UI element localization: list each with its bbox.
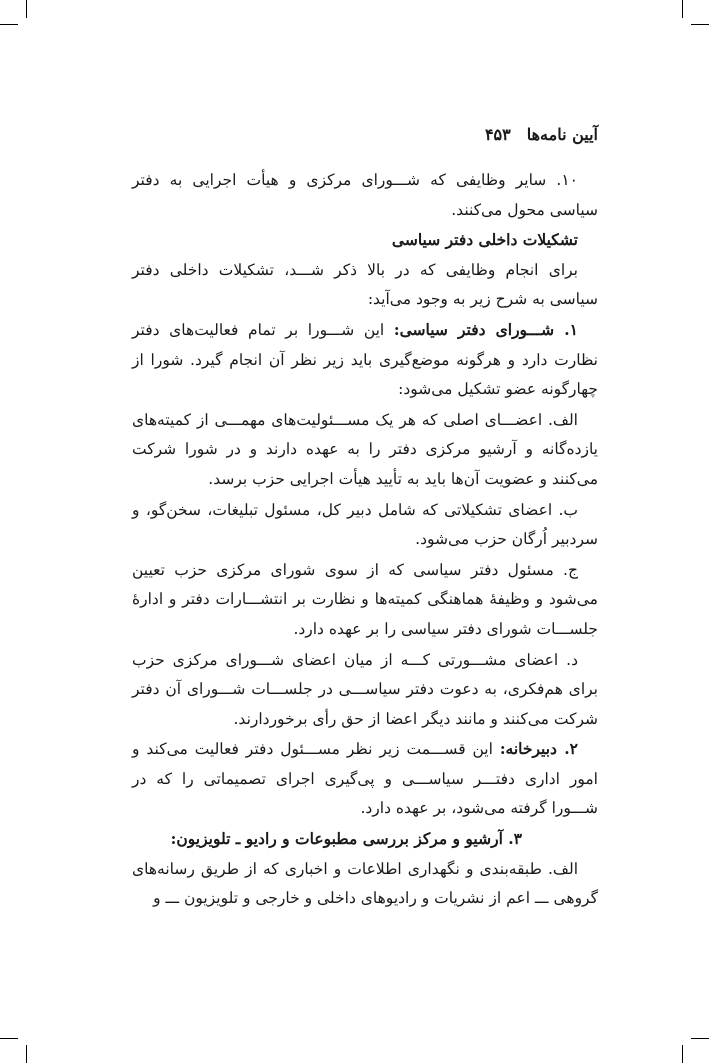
paragraph-item-10: ۱۰. سایر وظایفی که شـــورای مرکزی و هیأت اجرایی به دفتر سیاسی محول می‌کنند.	[132, 171, 598, 219]
running-header	[132, 120, 598, 150]
paragraph-archive-alef: الف. طبقه‌بندی و نگهداری اطلاعات و اخباری که از طریق رسانه‌های گروهی ـــ اعم از نشریات و رادیوهای داخلی و خارجی و تلویزیون ـــ و	[132, 859, 598, 908]
secretariat-lead: ۲. دبیرخانه:	[499, 739, 578, 759]
crop-mark-top-left-v	[26, 0, 27, 18]
paragraph-secretariat: ۲. دبیرخانه: این قســـمت زیر نظر مســـئول دفتر فعالیت می‌کند و امور اداری دفتـــر سیاســـی و پی‌گیری اجرای تصمیماتی را که در شـــورا گرفته می‌شود، بر عهده دارد.	[132, 739, 598, 818]
paragraph-council: ۱. شـــورای دفتر سیاسی: این شـــورا بر تمام فعالیت‌های دفتر نظارت دارد و هرگونه موضع‌گیری باید زیر نظر آن انجام گیرد. شورا از چهارگونه عضو تشکیل می‌شود:	[132, 319, 598, 399]
running-header-title: آیین نامه‌ها	[526, 125, 598, 144]
paragraph-jim: ج. مسئول دفتر سیاسی که از سوی شورای مرکزی حزب تعیین می‌شود و وظیفهٔ هماهنگی کمیته‌ها و نظارت بر انتشـــارات دفتر و ادارهٔ جلســـات شورای دفتر سیاسی را بر عهده دارد.	[132, 560, 598, 638]
section-heading-internal-organization: تشکیلات داخلی دفتر سیاسی	[391, 230, 578, 250]
section-heading-archive: ۳. آرشیو و مرکز بررسی مطبوعات و رادیو ـ تلویزیون:	[170, 829, 522, 849]
page-body	[132, 165, 598, 914]
paragraph-intro: برای انجام وظایفی که در بالا ذکر شـــد، تشکیلات داخلی دفتر سیاسی به شرح زیر به وجود می‌آید:	[132, 260, 598, 309]
paragraph-dal: د. اعضای مشـــورتی کـــه از میان اعضای شـــورای مرکزی حزب برای هم‌فکری، به دعوت دفتر سیاســـی در جلســـات شـــورای آن دفتر شرکت می‌کنند و مانند دیگر اعضا از حق رأی برخوردارند.	[132, 650, 598, 728]
crop-mark-bottom-right-v	[682, 1045, 683, 1063]
crop-mark-bottom-left-v	[26, 1045, 27, 1063]
crop-mark-top-right-h	[691, 24, 709, 25]
council-lead: ۱. شـــورای دفتر سیاسی:	[393, 319, 578, 339]
paragraph-be: ب. اعضای تشکیلاتی که شامل دبیر کل، مسئول تبلیغات، سخن‌گو، و سردبیر اُرگان حزب می‌شود.	[132, 500, 598, 549]
crop-mark-top-left-h	[0, 24, 18, 25]
crop-mark-bottom-left-h	[0, 1038, 18, 1039]
page-number: ۴۵۳	[484, 125, 511, 144]
crop-mark-bottom-right-h	[691, 1038, 709, 1039]
paragraph-alef: الف. اعضـــای اصلی که هر یک مســـئولیت‌های مهمـــی از کمیته‌های یازده‌گانه و آرشیو مرکزی دفتر را به عهده دارند و در شورا شرکت می‌کنند و عضویت آن‌ها باید به تأیید هیأت اجرایی حزب برسد.	[132, 410, 598, 488]
crop-mark-top-right-v	[682, 0, 683, 18]
